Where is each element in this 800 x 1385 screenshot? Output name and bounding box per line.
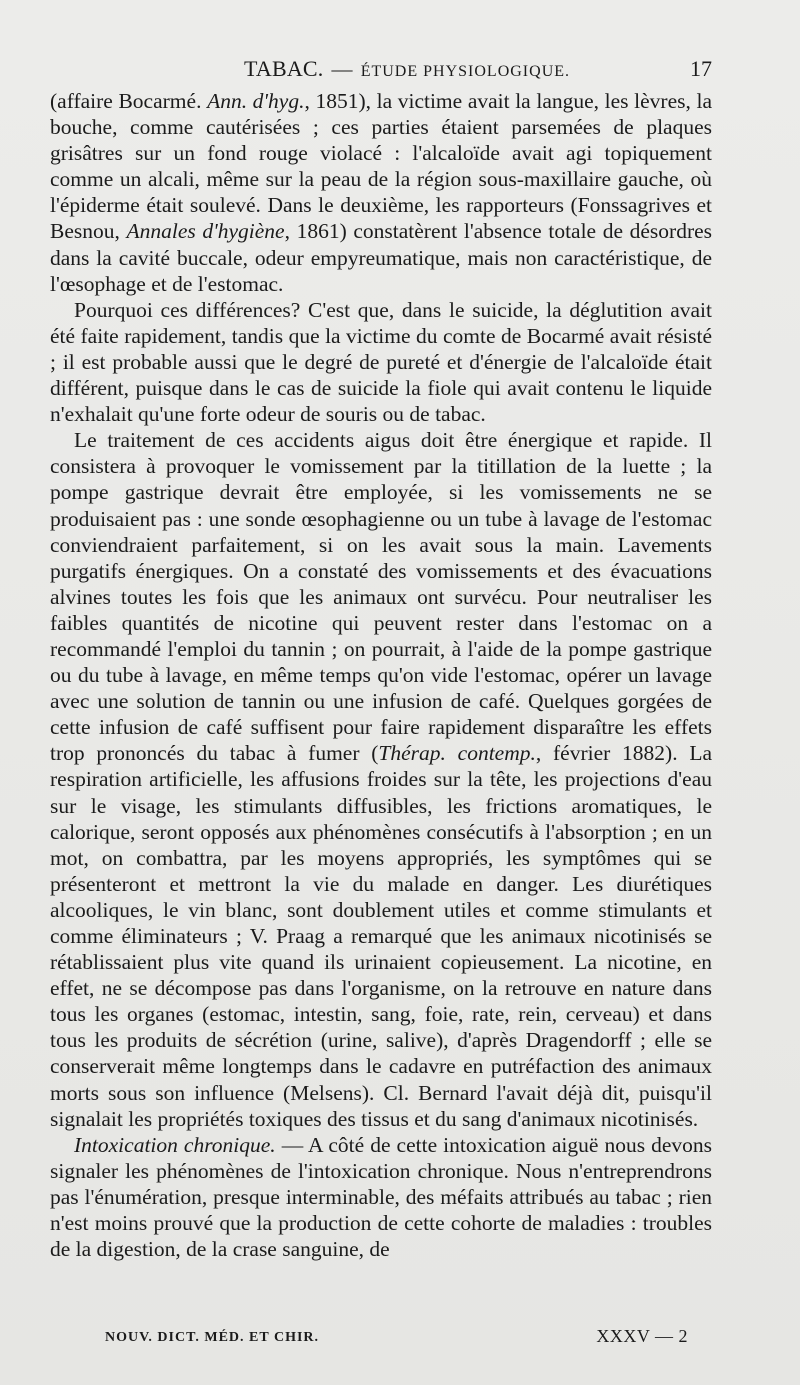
paragraph-4 (50, 1132, 712, 1262)
footer-signature: XXXV — 2 (596, 1326, 688, 1346)
section-heading-inline: Intoxication chronique. (74, 1132, 276, 1157)
page-footer (105, 1326, 688, 1356)
header-title: TABAC. (244, 56, 324, 81)
text-run: (affaire Bocarmé. (50, 89, 208, 113)
header-separator: — (331, 57, 353, 81)
running-header (244, 56, 570, 82)
page-number: 17 (690, 56, 712, 81)
text-run: , 1861) constatèrent l'absence totale de désordres dans la cavité buccale, odeur empyreumatique, mais non caractéristique, de l'œsophage et de l'estomac. (50, 219, 713, 296)
paragraph-1 (50, 88, 712, 297)
paragraph-3 (50, 427, 712, 1132)
body-text (50, 88, 712, 1262)
text-run-italic: Annales d'hygiène (126, 219, 285, 244)
header-subtitle: ÉTUDE PHYSIOLOGIQUE. (360, 63, 571, 80)
text-run: Le traitement de ces accidents aigus doit être énergique et rapide. Il consistera à provoquer le vomissement par la titillation de la luette ; la pompe gastrique devrait être employée, si les vomissements ne se produisaient pas : une sonde œsophagienne ou un tube à lavage de l'estomac conviendraient parfaitement, si on les avait sous la main. Lavements purgatifs énergiques. On a constaté des vomissements et des évacuations alvines toutes les fois que les animaux ont survécu. Pour neutraliser les faibles quantités de nicotine qui peuvent rester dans l'estomac on a recommandé l'emploi du tannin ; on pourrait, à l'aide de la pompe gastrique ou du tube à lavage, en même temps qu'on vide l'estomac, opérer un lavage avec une solution de tannin ou une infusion de café. Quelques gorgées de cette infusion de café suffisent pour faire rapidement disparaître les effets trop prononcés du tabac à fumer ( (50, 428, 712, 766)
text-run: , février 1882). La respiration artificielle, les affusions froides sur la tête, les projections d'eau sur le visage, les stimulants diffusibles, les frictions aromatiques, le calorique, seront opposés aux phénomènes consécutifs à l'absorption ; en un mot, on combattra, par les moyens appropriés, les symptômes qui se présenteront et mettront la vie du malade en danger. Les diurétiques alcooliques, le vin blanc, sont doublement utiles et comme stimulants et comme éliminateurs ; V. Praag a remarqué que les animaux nicotinisés se rétablissaient plus vite quand ils urinaient copieusement. La nicotine, en effet, ne se décompose pas dans l'organisme, on la retrouve en nature dans tous les organes (estomac, intestin, sang, foie, rate, rein, cerveau) et dans tous les produits de sécrétion (urine, salive), d'après Dragendorff ; elle se conserverait même longtemps dans le cadavre en putréfaction des animaux morts sous son influence (Melsens). Cl. Bernard l'avait déjà dit, puisqu'il signalait les propriétés toxiques des tissus et du sang d'animaux nicotinisés. (50, 741, 713, 1131)
footer-publication: NOUV. DICT. MÉD. ET CHIR. (105, 1330, 320, 1345)
page-header (50, 56, 712, 86)
text-run: Pourquoi ces différences? C'est que, dans le suicide, la déglutition avait été faite rapidement, tandis que la victime du comte de Bocarmé avait résisté ; il est probable aussi que le degré de pureté et d'énergie de l'alcaloïde était différent, puisque dans le cas de suicide la fiole qui avait contenu le liquide n'exhalait qu'une forte odeur de souris ou de tabac. (50, 297, 712, 427)
paragraph-2 (50, 297, 712, 427)
text-run: , 1851), la victime avait la langue, les lèvres, la bouche, comme cautérisées ; ces parties étaient parsemées de plaques grisâtres sur un fond rouge violacé : l'alcaloïde avait agi topiquement comme un alcali, même sur la peau de la région sous-maxillaire gauche, où l'épiderme était soulevé. Dans le deuxième, les rapporteurs (Fonssagrives et Besnou, (50, 89, 712, 244)
text-run: — A côté de cette intoxication aiguë nous devons signaler les phénomènes de l'intoxication chronique. Nous n'entreprendrons pas l'énumération, presque interminable, des méfaits attribués au tabac ; rien n'est moins prouvé que la production de cette cohorte de maladies : troubles de la digestion, de la crase sanguine, de (50, 1132, 712, 1262)
text-run-italic: Ann. d'hyg. (207, 89, 305, 113)
text-run-italic: Thérap. contemp. (378, 741, 536, 766)
